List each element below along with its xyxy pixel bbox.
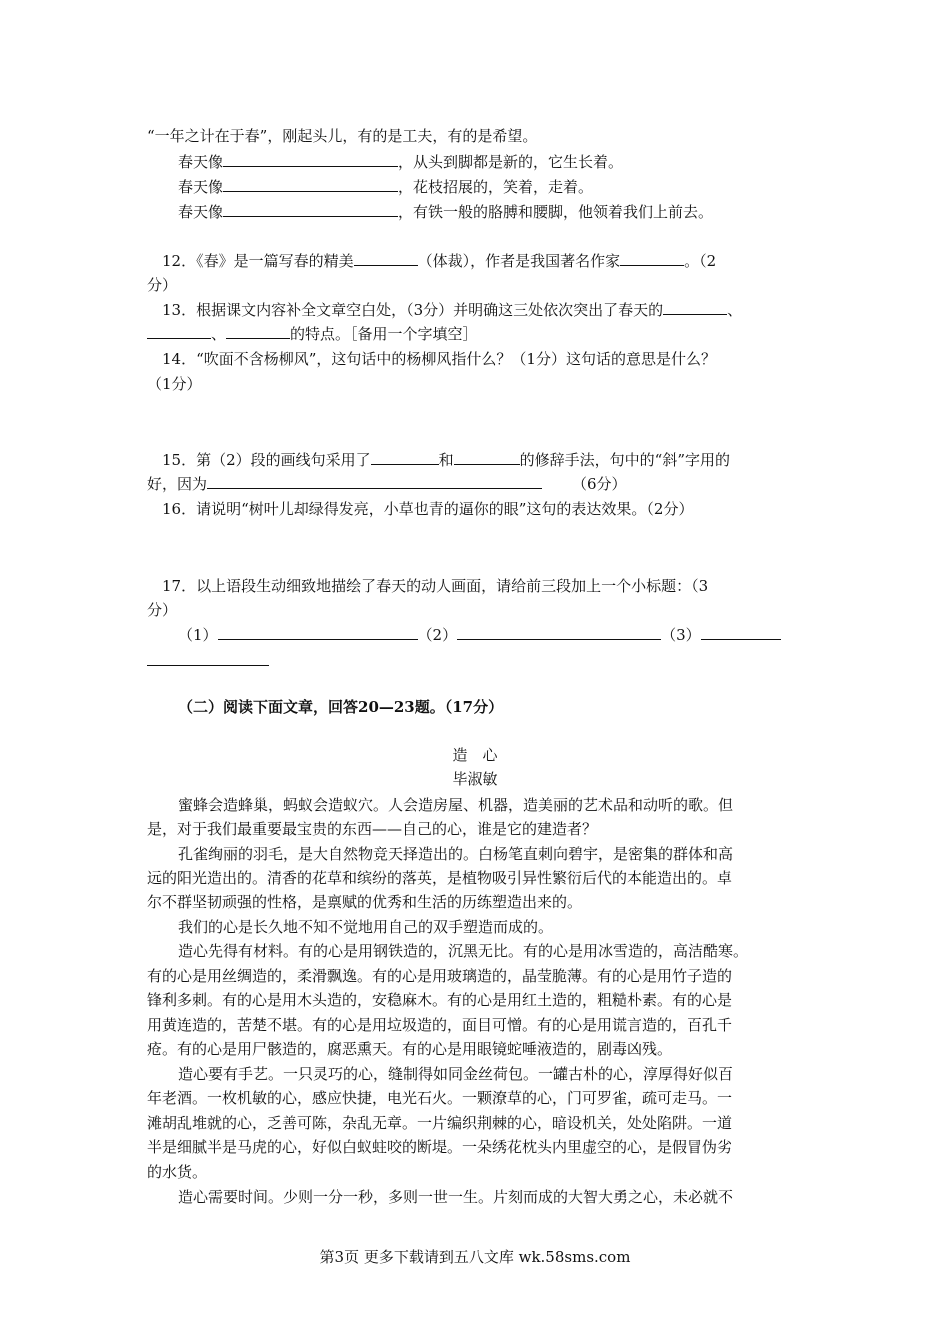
- article-line: 造心要有手艺。一只灵巧的心，缝制得如同金丝荷包。一罐古朴的心，淳厚得好似百: [178, 1065, 734, 1083]
- article-line: 我们的心是长久地不知不觉地用自己的双手塑造而成的。: [178, 918, 554, 936]
- article-line: 用黄连造的，苦楚不堪。有的心是用垃圾造的，面目可憎。有的心是用谎言造的，百孔千: [147, 1016, 733, 1034]
- blank-input[interactable]: [663, 300, 727, 315]
- article-title: 造 心: [452, 746, 498, 764]
- article-line: 疮。有的心是用尸骸造的，腐恶熏天。有的心是用眼镜蛇唾液造的，剧毒凶残。: [147, 1040, 673, 1058]
- blank-input[interactable]: [454, 450, 520, 465]
- blank-input[interactable]: [223, 177, 398, 192]
- question-15-cont: 好，因为 （6分）: [147, 475, 627, 493]
- article-author: 毕淑敏: [452, 770, 498, 788]
- blank-input[interactable]: [223, 152, 398, 167]
- article-line: 是，对于我们最重要最宝贵的东西——自己的心，谁是它的建造者？: [147, 820, 598, 838]
- blank-input[interactable]: [226, 324, 290, 339]
- article-line: 锋利多刺。有的心是用木头造的，安稳麻木。有的心是用红土造的，粗糙朴素。有的心是: [147, 991, 733, 1009]
- blank-input[interactable]: [147, 324, 211, 339]
- fill-line-2: 春天像 ，花枝招展的，笑着，走着。: [178, 178, 594, 196]
- blank-input[interactable]: [620, 251, 684, 266]
- fill-line-1: 春天像 ，从头到脚都是新的，它生长着。: [178, 153, 624, 171]
- blank-input[interactable]: [147, 651, 269, 666]
- article-line: 年老酒。一枚机敏的心，感应快捷，电光石火。一颗潦草的心，门可罗雀，疏可走马。一: [147, 1089, 733, 1107]
- section-heading: （二）阅读下面文章，回答20—23题。（17分）: [178, 698, 504, 716]
- question-14-cont: （1分）: [147, 375, 202, 393]
- question-15: 15．第（2）段的画线句采用了 和 的修辞手法，句中的“斜”字用的: [162, 451, 730, 469]
- article-line: 造心需要时间。少则一分一秒，多则一世一生。片刻而成的大智大勇之心，未必就不: [178, 1188, 734, 1206]
- article-line: 滩胡乱堆就的心，乏善可陈，杂乱无章。一片编织荆棘的心，暗设机关，处处陷阱。一道: [147, 1114, 733, 1132]
- fill-line-3: 春天像 ，有铁一般的胳膊和腰脚，他领着我们上前去。: [178, 203, 714, 221]
- article-line: 的水货。: [147, 1163, 208, 1181]
- question-13: 13．根据课文内容补全文章空白处，（3分）并明确这三处依次突出了春天的 、: [162, 301, 743, 319]
- blank-input[interactable]: [218, 625, 418, 640]
- page-footer: 第3页 更多下载请到五八文库 wk.58sms.com: [319, 1248, 631, 1266]
- article-line: 孔雀绚丽的羽毛，是大自然物竞天择造出的。白杨笔直刺向碧宇，是密集的群体和高: [178, 845, 734, 863]
- article-line: 有的心是用丝绸造的，柔滑飘逸。有的心是用玻璃造的，晶莹脆薄。有的心是用竹子造的: [147, 967, 733, 985]
- question-12-cont: 分）: [147, 276, 178, 294]
- question-12: 12．《春》是一篇写春的精美 （体裁），作者是我国著名作家 。（2: [162, 252, 717, 270]
- blank-input[interactable]: [354, 251, 418, 266]
- intro-line: “一年之计在于春”，刚起头儿，有的是工夫，有的是希望。: [147, 127, 538, 145]
- blank-input[interactable]: [371, 450, 439, 465]
- question-17-cont: 分）: [147, 601, 178, 619]
- article-line: 蜜蜂会造蜂巢，蚂蚁会造蚁穴。人会造房屋、机器，造美丽的艺术品和动听的歌。但: [178, 796, 734, 814]
- question-17-blank-cont: [147, 650, 269, 672]
- article-line: 尔不群坚韧顽强的性格，是禀赋的优秀和生活的历练塑造出来的。: [147, 893, 583, 911]
- blank-input[interactable]: [457, 625, 661, 640]
- article-line: 半是细腻半是马虎的心，好似白蚁蛀咬的断堤。一朵绣花枕头内里虚空的心，是假冒伪劣: [147, 1138, 733, 1156]
- article-line: 造心先得有材料。有的心是用钢铁造的，沉黑无比。有的心是用冰雪造的，高洁酷寒。: [178, 942, 749, 960]
- article-line: 远的阳光造出的。清香的花草和缤纷的落英，是植物吸引异性繁衍后代的本能造出的。卓: [147, 869, 733, 887]
- question-17-blanks: （1） （2） （3）: [178, 624, 781, 646]
- blank-input[interactable]: [223, 202, 398, 217]
- question-17: 17．以上语段生动细致地描绘了春天的动人画面，请给前三段加上一个小标题：（3: [162, 577, 709, 595]
- blank-input[interactable]: [701, 625, 781, 640]
- blank-input[interactable]: [207, 474, 542, 489]
- question-13-cont: 、 的特点。［备用一个字填空］: [147, 323, 478, 345]
- question-14: 14．“吹面不含杨柳风”，这句话中的杨柳风指什么？（1分）这句话的意思是什么？: [162, 350, 716, 368]
- question-16: 16．请说明“树叶儿却绿得发亮，小草也青的逼你的眼”这句的表达效果。（2分）: [162, 500, 694, 518]
